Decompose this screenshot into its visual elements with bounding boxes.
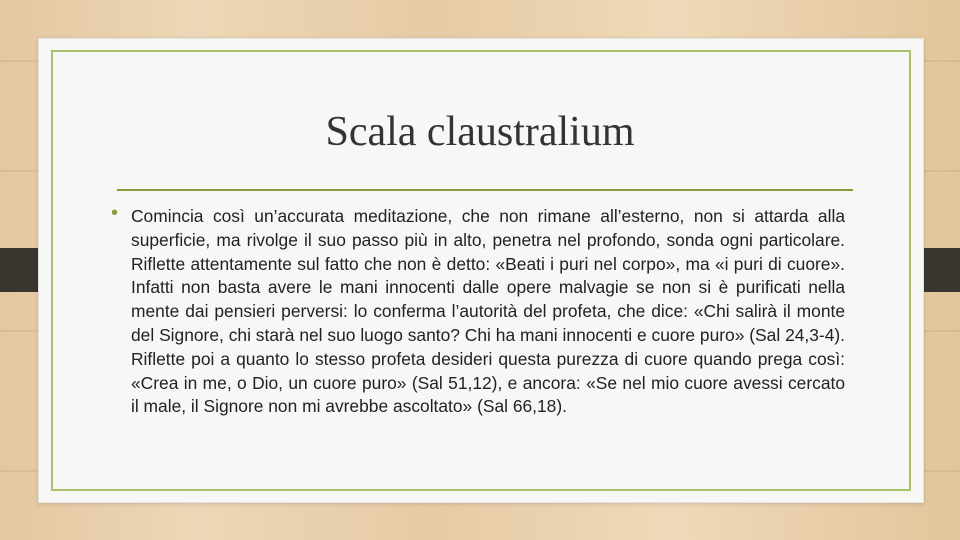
body-paragraph: Comincia così un’accurata meditazione, che non rimane all’esterno, non si attarda alla superficie, ma rivolge il suo passo più in alto, penetra nel profondo, sonda ogni particolare. Riflette attentamente sul fatto che non è detto: «Beati i puri nel corpo», ma «i puri di cuore». Infatti non basta avere le mani innocenti dalle opere malvagie se non si è purificati nella mente dai pensieri perversi: lo conferma l’autorità del profeta, che dice: «Chi salirà il monte del Signore, chi starà nel suo luogo santo? Chi ha mani innocenti e cuore puro» (Sal 24,3-4). Riflette poi a quanto lo stesso profeta desideri questa purezza di cuore quando prega così: «Crea in me, o Dio, un cuore puro» (Sal 51,12), e ancora: «Se nel mio cuore avessi cercato il male, il Signore non mi avrebbe ascoltato» (Sal 66,18). — [131, 206, 845, 417]
bullet-icon: • — [111, 202, 119, 224]
title-divider — [117, 189, 853, 191]
slide-title: Scala claustralium — [325, 109, 635, 155]
